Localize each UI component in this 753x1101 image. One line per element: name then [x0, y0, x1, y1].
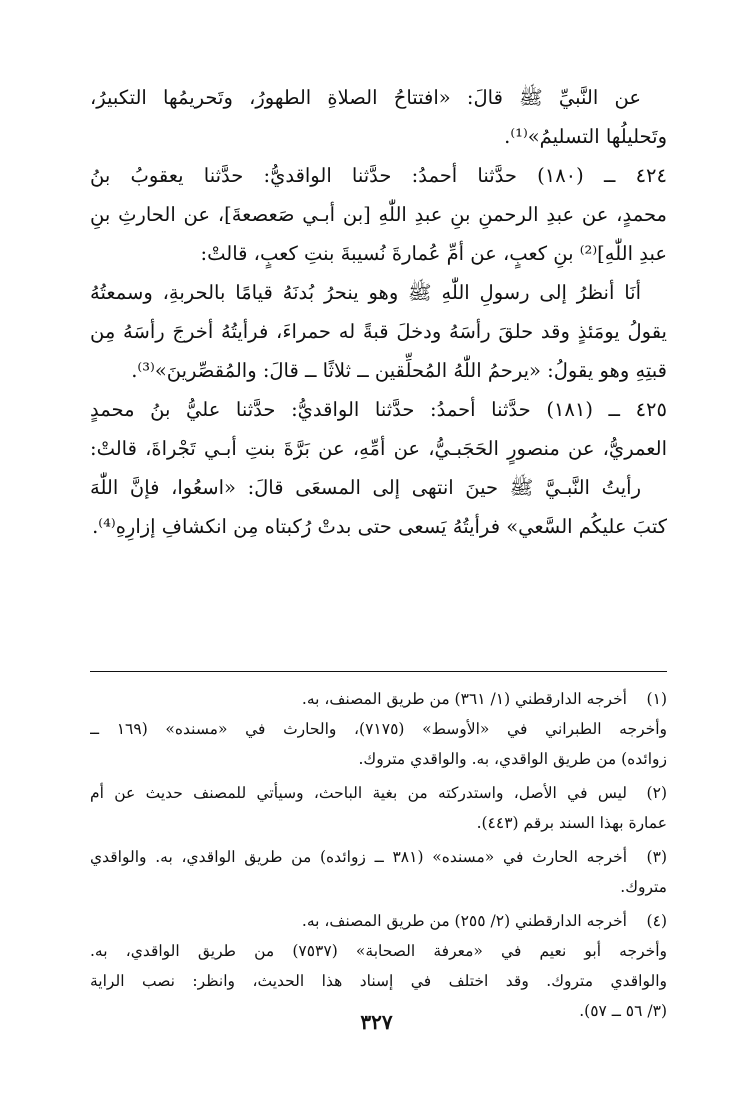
footnote-line: زوائده) من طريق الواقدي، به. والواقدي متروك.: [358, 750, 667, 768]
body-line: عبدِ اللّٰهِ]⁽²⁾ بنِ كعبٍ، عن أمِّ عُمارةَ نُسيبةَ بنتِ كعبٍ، قالتْ:: [200, 242, 667, 265]
footnote-marker: (٣): [646, 848, 667, 866]
footnote-line: وأخرجه أبو نعيم في «معرفة الصحابة» (٧٥٣٧) من طريق الواقدي، به.: [90, 942, 667, 960]
footnote-line: عمارة بهذا السند برقم (٤٤٣).: [476, 814, 667, 832]
page-number: ٣٢٧: [360, 1010, 393, 1034]
body-line: عن النَّبيِّ ﷺ قالَ: «افتتاحُ الصلاةِ الطهورُ، وتَحريمُها التكبيرُ،: [90, 86, 641, 109]
body-line: رأيتُ النَّبـيَّ ﷺ حينَ انتهى إلى المسعَى قالَ: «اسعُوا، فإنَّ اللّٰهَ: [90, 476, 641, 499]
footnote-line: والواقدي متروك. وقد اختلف في إسناد هذا الحديث، وانظر: نصب الراية: [90, 972, 667, 990]
footnote-line: أخرجه الدارقطني (١/ ٣٦١) من طريق المصنف، به.: [301, 690, 627, 708]
hadith-424-heading: ٤٢٤ ــ (١٨٠) حدَّثنا أحمدُ: حدَّثنا الواقديُّ: حدَّثنا يعقوبُ بنُ: [90, 164, 667, 187]
footnote-line: (٣/ ٥٦ ــ ٥٧).: [579, 1002, 667, 1020]
footnote-marker: (٤): [646, 912, 667, 930]
footnote-line: أخرجه الدارقطني (٢/ ٢٥٥) من طريق المصنف، به.: [301, 912, 627, 930]
footnote-line: أخرجه الحارث في «مسنده» (٣٨١ ــ زوائده) من طريق الواقدي، به. والواقدي: [90, 848, 627, 866]
body-line: كتبَ عليكُم السَّعي» فرأيتُهُ يَسعى حتى بدتْ رُكبتاه مِن انكشافِ إزارِهِ⁽⁴⁾.: [92, 515, 667, 538]
body-line: وتَحليلُها التسليمُ»⁽¹⁾.: [504, 125, 667, 148]
main-text: [90, 78, 667, 1020]
body-line: العمريُّ، عن منصورٍ الحَجَبـيُّ، عن أمِّهِ، عن بَرَّةَ بنتِ أبـي تَجْراةَ، قالتْ:: [90, 437, 667, 460]
footnote-line: ليس في الأصل، واستدركته من بغية الباحث، وسيأتي للمصنف حديث عن أم: [90, 784, 627, 802]
body-line: أنَا أنظرُ إلى رسولِ اللّٰهِ ﷺ وهو ينحرُ بُدنَهُ قيامًا بالحربةِ، وسمعتُهُ: [90, 281, 641, 304]
footnote-separator: [90, 671, 667, 672]
footnote-line: متروك.: [620, 878, 667, 896]
footnote-marker: (٢): [646, 784, 667, 802]
body-line: يقولُ يومَئذٍ وقد حلقَ رأسَهُ ودخلَ قبةً له حمراءَ، فرأيتُهُ أخرجَ رأسَهُ مِن: [90, 320, 667, 343]
body-line: محمدٍ، عن عبدِ الرحمنِ بنِ عبدِ اللّٰهِ [بن أبـي صَعصعةَ]، عن الحارثِ بنِ: [90, 203, 667, 226]
body-line: قبتِهِ وهو يقولُ: «يرحمُ اللّٰهُ المُحلِّقين ــ ثلاثًا ــ قالَ: والمُقصِّرينَ»⁽³⁾.: [131, 359, 667, 382]
footnote-line: وأخرجه الطبراني في «الأوسط» (٧١٧٥)، والحارث في «مسنده» (١٦٩ ــ: [90, 720, 667, 738]
hadith-425-heading: ٤٢٥ ــ (١٨١) حدَّثنا أحمدُ: حدَّثنا الواقديُّ: حدَّثنا عليُّ بنُ محمدٍ: [90, 398, 667, 421]
footnote-marker: (١): [646, 690, 667, 708]
